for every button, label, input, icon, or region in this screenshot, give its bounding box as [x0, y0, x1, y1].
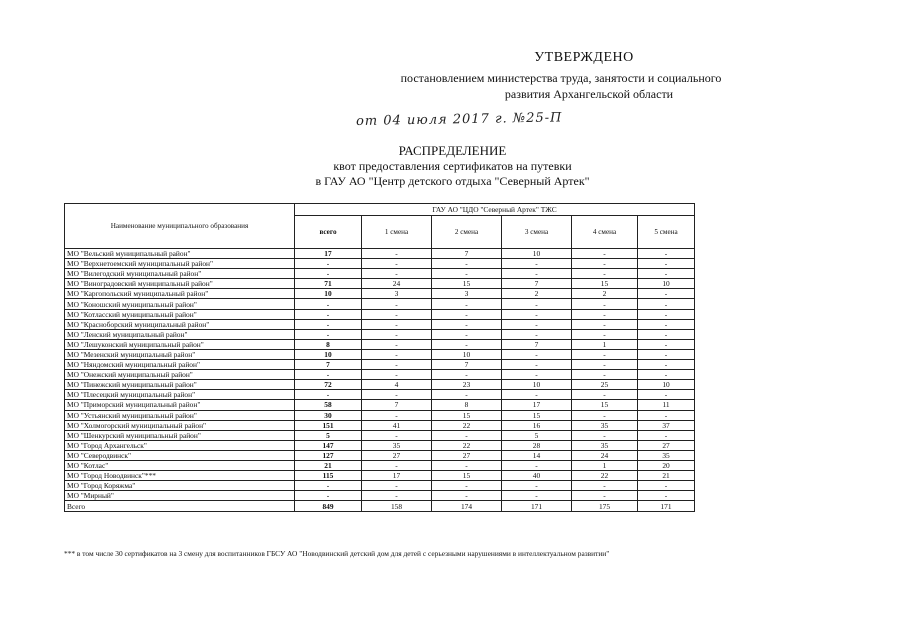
table-row [65, 299, 695, 309]
cell-shift: - [638, 339, 695, 349]
table-row [65, 471, 695, 481]
cell-shift: - [572, 329, 638, 339]
row-name: МО "Котласский муниципальный район" [65, 309, 295, 319]
table-row [65, 349, 695, 359]
cell-shift: 7 [502, 279, 572, 289]
cell-shift: 10 [502, 380, 572, 390]
cell-total: 72 [295, 380, 362, 390]
cell-shift: - [362, 430, 432, 440]
cell-shift: - [362, 299, 432, 309]
cell-total: 147 [295, 440, 362, 450]
cell-shift: - [638, 360, 695, 370]
cell-shift: - [362, 319, 432, 329]
cell-total: 7 [295, 360, 362, 370]
cell-shift: 15 [572, 279, 638, 289]
column-header: 1 смена [362, 216, 432, 249]
cell-shift: - [362, 491, 432, 501]
cell-shift: - [638, 299, 695, 309]
cell-shift: - [432, 430, 502, 440]
cell-shift: - [572, 269, 638, 279]
cell-shift: 15 [572, 400, 638, 410]
cell-shift: 27 [638, 440, 695, 450]
cell-shift: 5 [502, 430, 572, 440]
cell-shift: - [572, 249, 638, 259]
cell-shift: - [432, 259, 502, 269]
column-header: 4 смена [572, 216, 638, 249]
cell-total: 71 [295, 279, 362, 289]
cell-shift: 15 [432, 279, 502, 289]
cell-shift: - [572, 259, 638, 269]
cell-shift: 20 [638, 460, 695, 470]
cell-shift: 22 [572, 471, 638, 481]
cell-total: - [295, 319, 362, 329]
cell-shift: 1 [572, 339, 638, 349]
cell-shift: - [432, 481, 502, 491]
cell-total: 30 [295, 410, 362, 420]
table-row [65, 390, 695, 400]
cell-shift: 10 [432, 349, 502, 359]
cell-shift: - [502, 360, 572, 370]
cell-shift: - [502, 390, 572, 400]
cell-shift: 2 [502, 289, 572, 299]
cell-shift: - [638, 259, 695, 269]
row-name: МО "Красноборский муниципальный район" [65, 319, 295, 329]
table-row [65, 309, 695, 319]
table-row [65, 259, 695, 269]
cell-shift: 23 [432, 380, 502, 390]
column-header: 5 смена [638, 216, 695, 249]
table-row [65, 249, 695, 259]
cell-shift: - [432, 299, 502, 309]
cell-shift: 175 [572, 501, 638, 512]
cell-total: 17 [295, 249, 362, 259]
cell-shift: 11 [638, 400, 695, 410]
row-name: МО "Верхнетоемский муниципальный район" [65, 259, 295, 269]
cell-shift: - [572, 481, 638, 491]
cell-shift: - [638, 269, 695, 279]
table-row [65, 269, 695, 279]
cell-shift: 41 [362, 420, 432, 430]
cell-shift: 1 [572, 460, 638, 470]
cell-shift: 21 [638, 471, 695, 481]
cell-shift: - [362, 259, 432, 269]
cell-shift: - [638, 390, 695, 400]
cell-shift: 15 [432, 410, 502, 420]
cell-shift: - [572, 299, 638, 309]
cell-shift: - [362, 410, 432, 420]
cell-shift: - [432, 370, 502, 380]
table-row [65, 491, 695, 501]
cell-shift: - [502, 349, 572, 359]
cell-shift: 28 [502, 440, 572, 450]
cell-shift: 27 [362, 450, 432, 460]
cell-total: - [295, 309, 362, 319]
cell-total: 151 [295, 420, 362, 430]
table-row [65, 430, 695, 440]
column-group-header: ГАУ АО "ЦДО "Северный Артек" ТЖС [295, 204, 695, 216]
table-row [65, 360, 695, 370]
cell-shift: 10 [638, 279, 695, 289]
cell-shift: - [362, 269, 432, 279]
document-subtitle-1: квот предоставления сертификатов на путевки [333, 159, 572, 173]
cell-shift: 7 [432, 360, 502, 370]
column-header: всего [295, 216, 362, 249]
cell-total: - [295, 329, 362, 339]
cell-shift: - [638, 349, 695, 359]
row-name: МО "Мирный" [65, 491, 295, 501]
cell-shift: 158 [362, 501, 432, 512]
row-name: МО "Виноградовский муниципальный район" [65, 279, 295, 289]
cell-shift: - [502, 259, 572, 269]
row-name: МО "Холмогорский муниципальный район" [65, 420, 295, 430]
cell-shift: - [362, 309, 432, 319]
document-subtitle-2: в ГАУ АО "Центр детского отдыха "Северный Артек" [315, 174, 590, 188]
cell-shift: - [432, 390, 502, 400]
cell-total: 21 [295, 460, 362, 470]
cell-shift: - [572, 349, 638, 359]
cell-shift: - [502, 269, 572, 279]
cell-shift: - [572, 430, 638, 440]
row-name: МО "Онежский муниципальный район" [65, 370, 295, 380]
cell-shift: 7 [502, 339, 572, 349]
cell-shift: - [572, 410, 638, 420]
cell-shift: 35 [638, 450, 695, 460]
cell-shift: 7 [362, 400, 432, 410]
cell-shift: 22 [432, 440, 502, 450]
cell-shift: - [638, 491, 695, 501]
cell-shift: 40 [502, 471, 572, 481]
cell-shift: - [502, 491, 572, 501]
cell-shift: 15 [432, 471, 502, 481]
cell-shift: - [502, 319, 572, 329]
cell-shift: - [638, 249, 695, 259]
cell-total: 115 [295, 471, 362, 481]
row-name: МО "Плесецкий муниципальный район" [65, 390, 295, 400]
row-name: МО "Город Коряжма" [65, 481, 295, 491]
cell-shift: 14 [502, 450, 572, 460]
table-row [65, 289, 695, 299]
row-name: МО "Устьянский муниципальный район" [65, 410, 295, 420]
cell-shift: 22 [432, 420, 502, 430]
cell-shift: - [362, 370, 432, 380]
total-row [65, 501, 695, 512]
cell-total: 127 [295, 450, 362, 460]
cell-shift: - [432, 329, 502, 339]
table-row [65, 410, 695, 420]
cell-shift: - [502, 299, 572, 309]
cell-shift: 10 [638, 380, 695, 390]
cell-total: 10 [295, 349, 362, 359]
row-name: МО "Лешуконский муниципальный район" [65, 339, 295, 349]
cell-shift: - [432, 309, 502, 319]
row-name: МО "Котлас" [65, 460, 295, 470]
cell-shift: - [432, 491, 502, 501]
cell-shift: 35 [362, 440, 432, 450]
cell-shift: 3 [362, 289, 432, 299]
cell-shift: - [502, 460, 572, 470]
cell-shift: - [432, 269, 502, 279]
cell-shift: 10 [502, 249, 572, 259]
cell-shift: - [638, 319, 695, 329]
table-row [65, 319, 695, 329]
cell-shift: - [572, 370, 638, 380]
row-name: МО "Вилегодский муниципальный район" [65, 269, 295, 279]
cell-shift: 37 [638, 420, 695, 430]
column-header: 3 смена [502, 216, 572, 249]
cell-shift: 25 [572, 380, 638, 390]
cell-shift: - [572, 360, 638, 370]
column-header: 2 смена [432, 216, 502, 249]
row-name: МО "Каргопольский муниципальный район" [65, 289, 295, 299]
cell-total: - [295, 481, 362, 491]
cell-shift: - [572, 309, 638, 319]
approval-line-1: постановлением министерства труда, занятости и социального [400, 71, 722, 85]
table-row [65, 450, 695, 460]
cell-total: - [295, 491, 362, 501]
row-name: МО "Северодвинск" [65, 450, 295, 460]
row-name: МО "Шенкурский муниципальный район" [65, 430, 295, 440]
cell-shift: - [362, 481, 432, 491]
cell-shift: - [502, 481, 572, 491]
table-row [65, 481, 695, 491]
cell-shift: - [638, 430, 695, 440]
cell-total: 8 [295, 339, 362, 349]
cell-shift: - [638, 481, 695, 491]
cell-total: 5 [295, 430, 362, 440]
approval-line-2: развития Архангельской области [504, 87, 674, 101]
row-name: МО "Вельский муниципальный район" [65, 249, 295, 259]
cell-shift: 24 [362, 279, 432, 289]
table-row [65, 329, 695, 339]
cell-shift: - [362, 349, 432, 359]
cell-shift: - [362, 390, 432, 400]
cell-shift: 24 [572, 450, 638, 460]
table-row [65, 380, 695, 390]
cell-shift: 171 [638, 501, 695, 512]
row-name: Всего [65, 501, 295, 512]
cell-shift: 8 [432, 400, 502, 410]
cell-shift: - [502, 329, 572, 339]
cell-shift: - [638, 309, 695, 319]
cell-shift: - [362, 339, 432, 349]
cell-shift: - [362, 329, 432, 339]
cell-shift: - [502, 309, 572, 319]
row-name: МО "Няндомский муниципальный район" [65, 360, 295, 370]
row-name: МО "Ленский муниципальный район" [65, 329, 295, 339]
cell-shift: 16 [502, 420, 572, 430]
cell-shift: - [572, 319, 638, 329]
cell-total: - [295, 269, 362, 279]
cell-shift: - [638, 329, 695, 339]
row-name: МО "Мезенский муниципальный район" [65, 349, 295, 359]
cell-total: - [295, 370, 362, 380]
table-row [65, 400, 695, 410]
quota-table [64, 203, 695, 512]
cell-shift: 35 [572, 420, 638, 430]
handwritten-signature: от 04 июля 2017 г. №25-П [355, 110, 563, 130]
cell-shift: - [572, 390, 638, 400]
table-row [65, 460, 695, 470]
cell-shift: - [362, 249, 432, 259]
cell-shift: 4 [362, 380, 432, 390]
cell-shift: 171 [502, 501, 572, 512]
cell-shift: 174 [432, 501, 502, 512]
cell-shift: - [638, 289, 695, 299]
row-name: МО "Город Архангельск" [65, 440, 295, 450]
cell-shift: - [362, 460, 432, 470]
row-name: МО "Пинежский муниципальный район" [65, 380, 295, 390]
cell-total: - [295, 390, 362, 400]
cell-shift: - [572, 491, 638, 501]
cell-shift: - [432, 460, 502, 470]
cell-shift: 27 [432, 450, 502, 460]
footnote: *** в том числе 30 сертификатов на 3 смену для воспитанников ГБСУ АО "Новодвинский детский дом для детей с серьезными нарушениями в интеллектуальном развитии" [64, 549, 610, 558]
cell-total: - [295, 259, 362, 269]
cell-shift: 17 [362, 471, 432, 481]
cell-shift: 7 [432, 249, 502, 259]
cell-shift: - [638, 370, 695, 380]
cell-shift: 17 [502, 400, 572, 410]
cell-shift: - [432, 319, 502, 329]
cell-shift: - [638, 410, 695, 420]
cell-total: 849 [295, 501, 362, 512]
cell-shift: 3 [432, 289, 502, 299]
row-name: МО "Приморский муниципальный район" [65, 400, 295, 410]
cell-shift: 15 [502, 410, 572, 420]
cell-total: 58 [295, 400, 362, 410]
document-title: РАСПРЕДЕЛЕНИЕ [398, 143, 507, 158]
table-row [65, 420, 695, 430]
table-row [65, 370, 695, 380]
cell-shift: - [432, 339, 502, 349]
row-name: МО "Город Новодвинск"*** [65, 471, 295, 481]
approval-stamp [330, 50, 730, 130]
cell-shift: 2 [572, 289, 638, 299]
table-row [65, 279, 695, 289]
cell-shift: 35 [572, 440, 638, 450]
document-heading [0, 143, 905, 189]
cell-shift: - [502, 370, 572, 380]
cell-total: 10 [295, 289, 362, 299]
cell-shift: - [362, 360, 432, 370]
table-row [65, 440, 695, 450]
row-name: МО "Коношский муниципальный район" [65, 299, 295, 309]
table-row [65, 339, 695, 349]
approval-title: УТВЕРЖДЕНО [534, 50, 634, 65]
cell-total: - [295, 299, 362, 309]
table-body [65, 249, 695, 512]
column-header-name: Наименование муниципального образования [65, 204, 295, 249]
